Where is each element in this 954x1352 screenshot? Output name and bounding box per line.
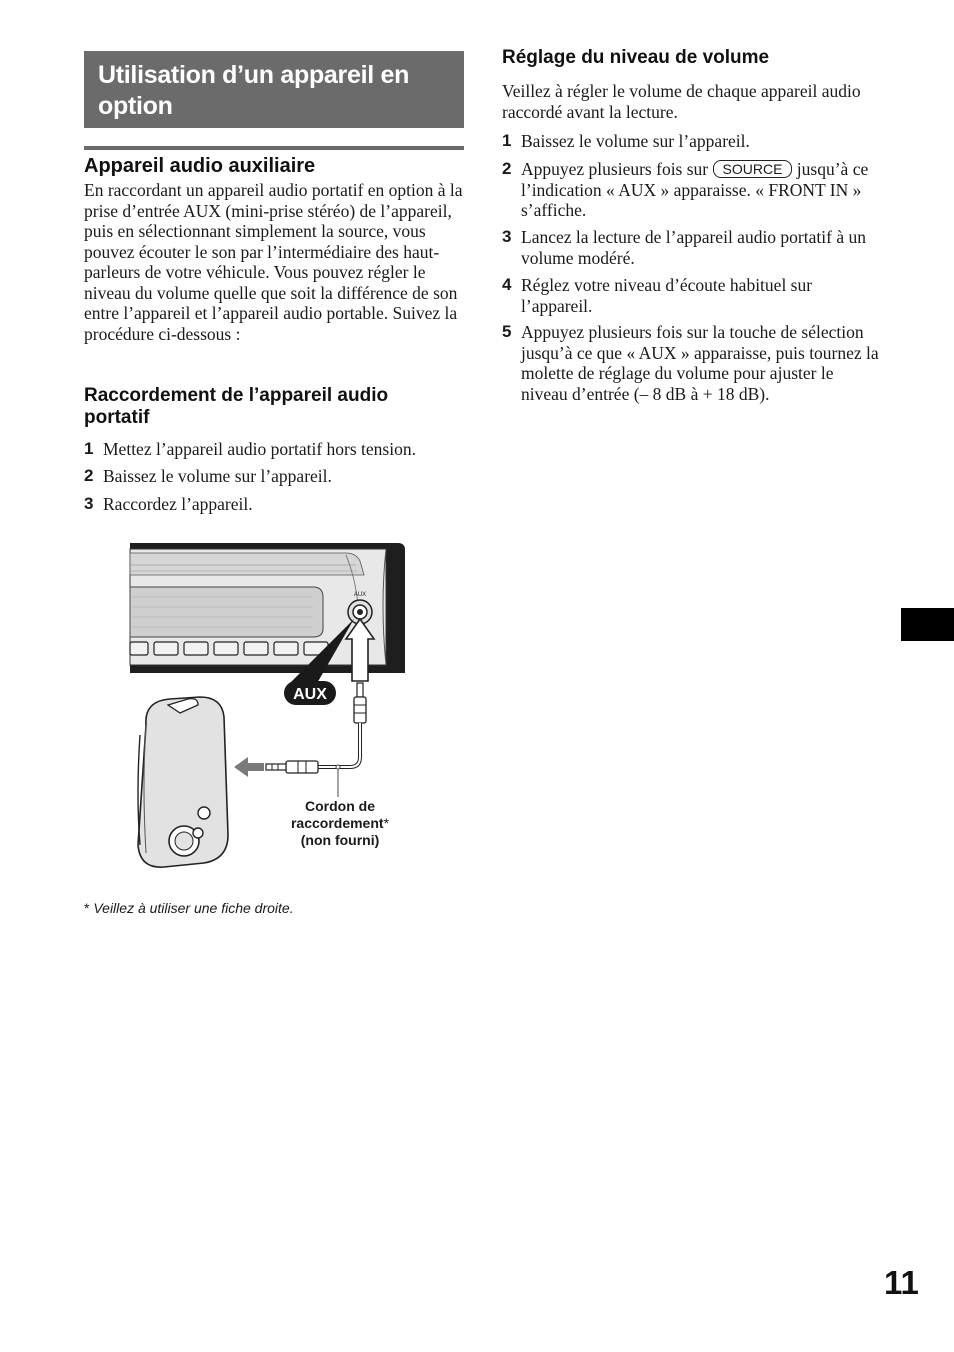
page-title-line1: Utilisation d’un appareil en xyxy=(98,61,410,89)
footnote xyxy=(84,900,294,916)
step-number: 4 xyxy=(502,275,512,294)
sub-heading-line1: Raccordement de l’appareil audio xyxy=(84,385,389,406)
step-text: jusqu’à ce l’indication « AUX » apparaisse. « FRONT IN » s’affiche. xyxy=(521,159,869,220)
aux-badge xyxy=(284,681,336,705)
step-text: Mettez l’appareil audio portatif hors tension. xyxy=(103,439,416,459)
step-text: Réglez votre niveau d’écoute habituel sur l’appareil. xyxy=(521,275,813,316)
cable-plug-icon xyxy=(354,683,366,723)
step-number: 1 xyxy=(502,131,512,150)
volume-heading: Réglage du niveau de volume xyxy=(502,47,770,68)
step-text: Raccordez l’appareil. xyxy=(103,494,253,514)
aux-jack-label: AUX xyxy=(353,592,367,598)
volume-step-5 xyxy=(502,322,880,404)
step-number: 3 xyxy=(502,227,512,246)
step-text: Baissez le volume sur l’appareil. xyxy=(103,466,332,486)
section-heading: Appareil audio auxiliaire xyxy=(84,155,316,177)
cable-label-line2: raccordement xyxy=(290,815,384,831)
cable-label xyxy=(270,798,410,849)
page-number: 11 xyxy=(884,1264,919,1301)
sub-heading xyxy=(84,385,464,429)
page-title-line2: option xyxy=(98,92,173,120)
cable-label-asterisk: * xyxy=(383,815,390,831)
section-rule xyxy=(84,146,464,150)
footnote-text: Veillez à utiliser une fiche droite. xyxy=(93,900,294,916)
aux-badge-label: AUX xyxy=(293,686,327,703)
step-text: Baissez le volume sur l’appareil. xyxy=(521,131,750,151)
sub-heading-line2: portatif xyxy=(84,407,150,428)
connecting-cable xyxy=(318,723,360,767)
volume-step-4 xyxy=(502,275,880,316)
volume-step-1 xyxy=(502,131,880,152)
step-text: Appuyez plusieurs fois sur la touche de sélection jusqu’à ce que « AUX » apparaisse, puis tournez la molette de réglage du volume pour ajuster le niveau d’entrée (– 8 dB à + 18 dB). xyxy=(521,322,879,404)
connection-step-1 xyxy=(84,439,464,460)
volume-intro: Veillez à régler le volume de chaque appareil audio raccordé avant la lecture. xyxy=(502,81,861,122)
section-tab-marker xyxy=(901,608,954,641)
cable-label-line1: Cordon de xyxy=(305,798,375,814)
step-text: Lancez la lecture de l’appareil audio portatif à un volume modéré. xyxy=(521,227,866,268)
intro-paragraph: En raccordant un appareil audio portatif en option à la prise d’entrée AUX (mini-prise stéréo) de l’appareil, puis en sélectionnant simplement la source, vous pouvez écouter le son par l’intermédiaire des haut-parleurs de votre véhicule. Vous pouvez régler le niveau du volume quelle que soit la différence de son entre l’appareil et l’appareil audio portable. Suivez la procédure ci-dessous : xyxy=(84,180,463,344)
step-number: 3 xyxy=(84,494,94,513)
volume-step-2 xyxy=(502,159,880,221)
footnote-marker: * xyxy=(84,900,90,916)
portable-audio-device-illustration xyxy=(138,697,228,867)
connection-step-2 xyxy=(84,466,464,487)
step-text: Appuyez plusieurs fois sur xyxy=(521,159,709,179)
direction-arrow-icon xyxy=(234,757,264,777)
cable-plug-icon xyxy=(266,761,318,773)
step-number: 2 xyxy=(502,159,512,178)
volume-step-3 xyxy=(502,227,880,268)
step-number: 5 xyxy=(502,322,512,341)
connection-step-3 xyxy=(84,494,464,515)
page-title xyxy=(84,51,464,128)
source-button-icon: SOURCE xyxy=(713,160,793,178)
step-number: 1 xyxy=(84,439,94,458)
cable-label-line3: (non fourni) xyxy=(300,832,380,848)
step-number: 2 xyxy=(84,466,94,485)
